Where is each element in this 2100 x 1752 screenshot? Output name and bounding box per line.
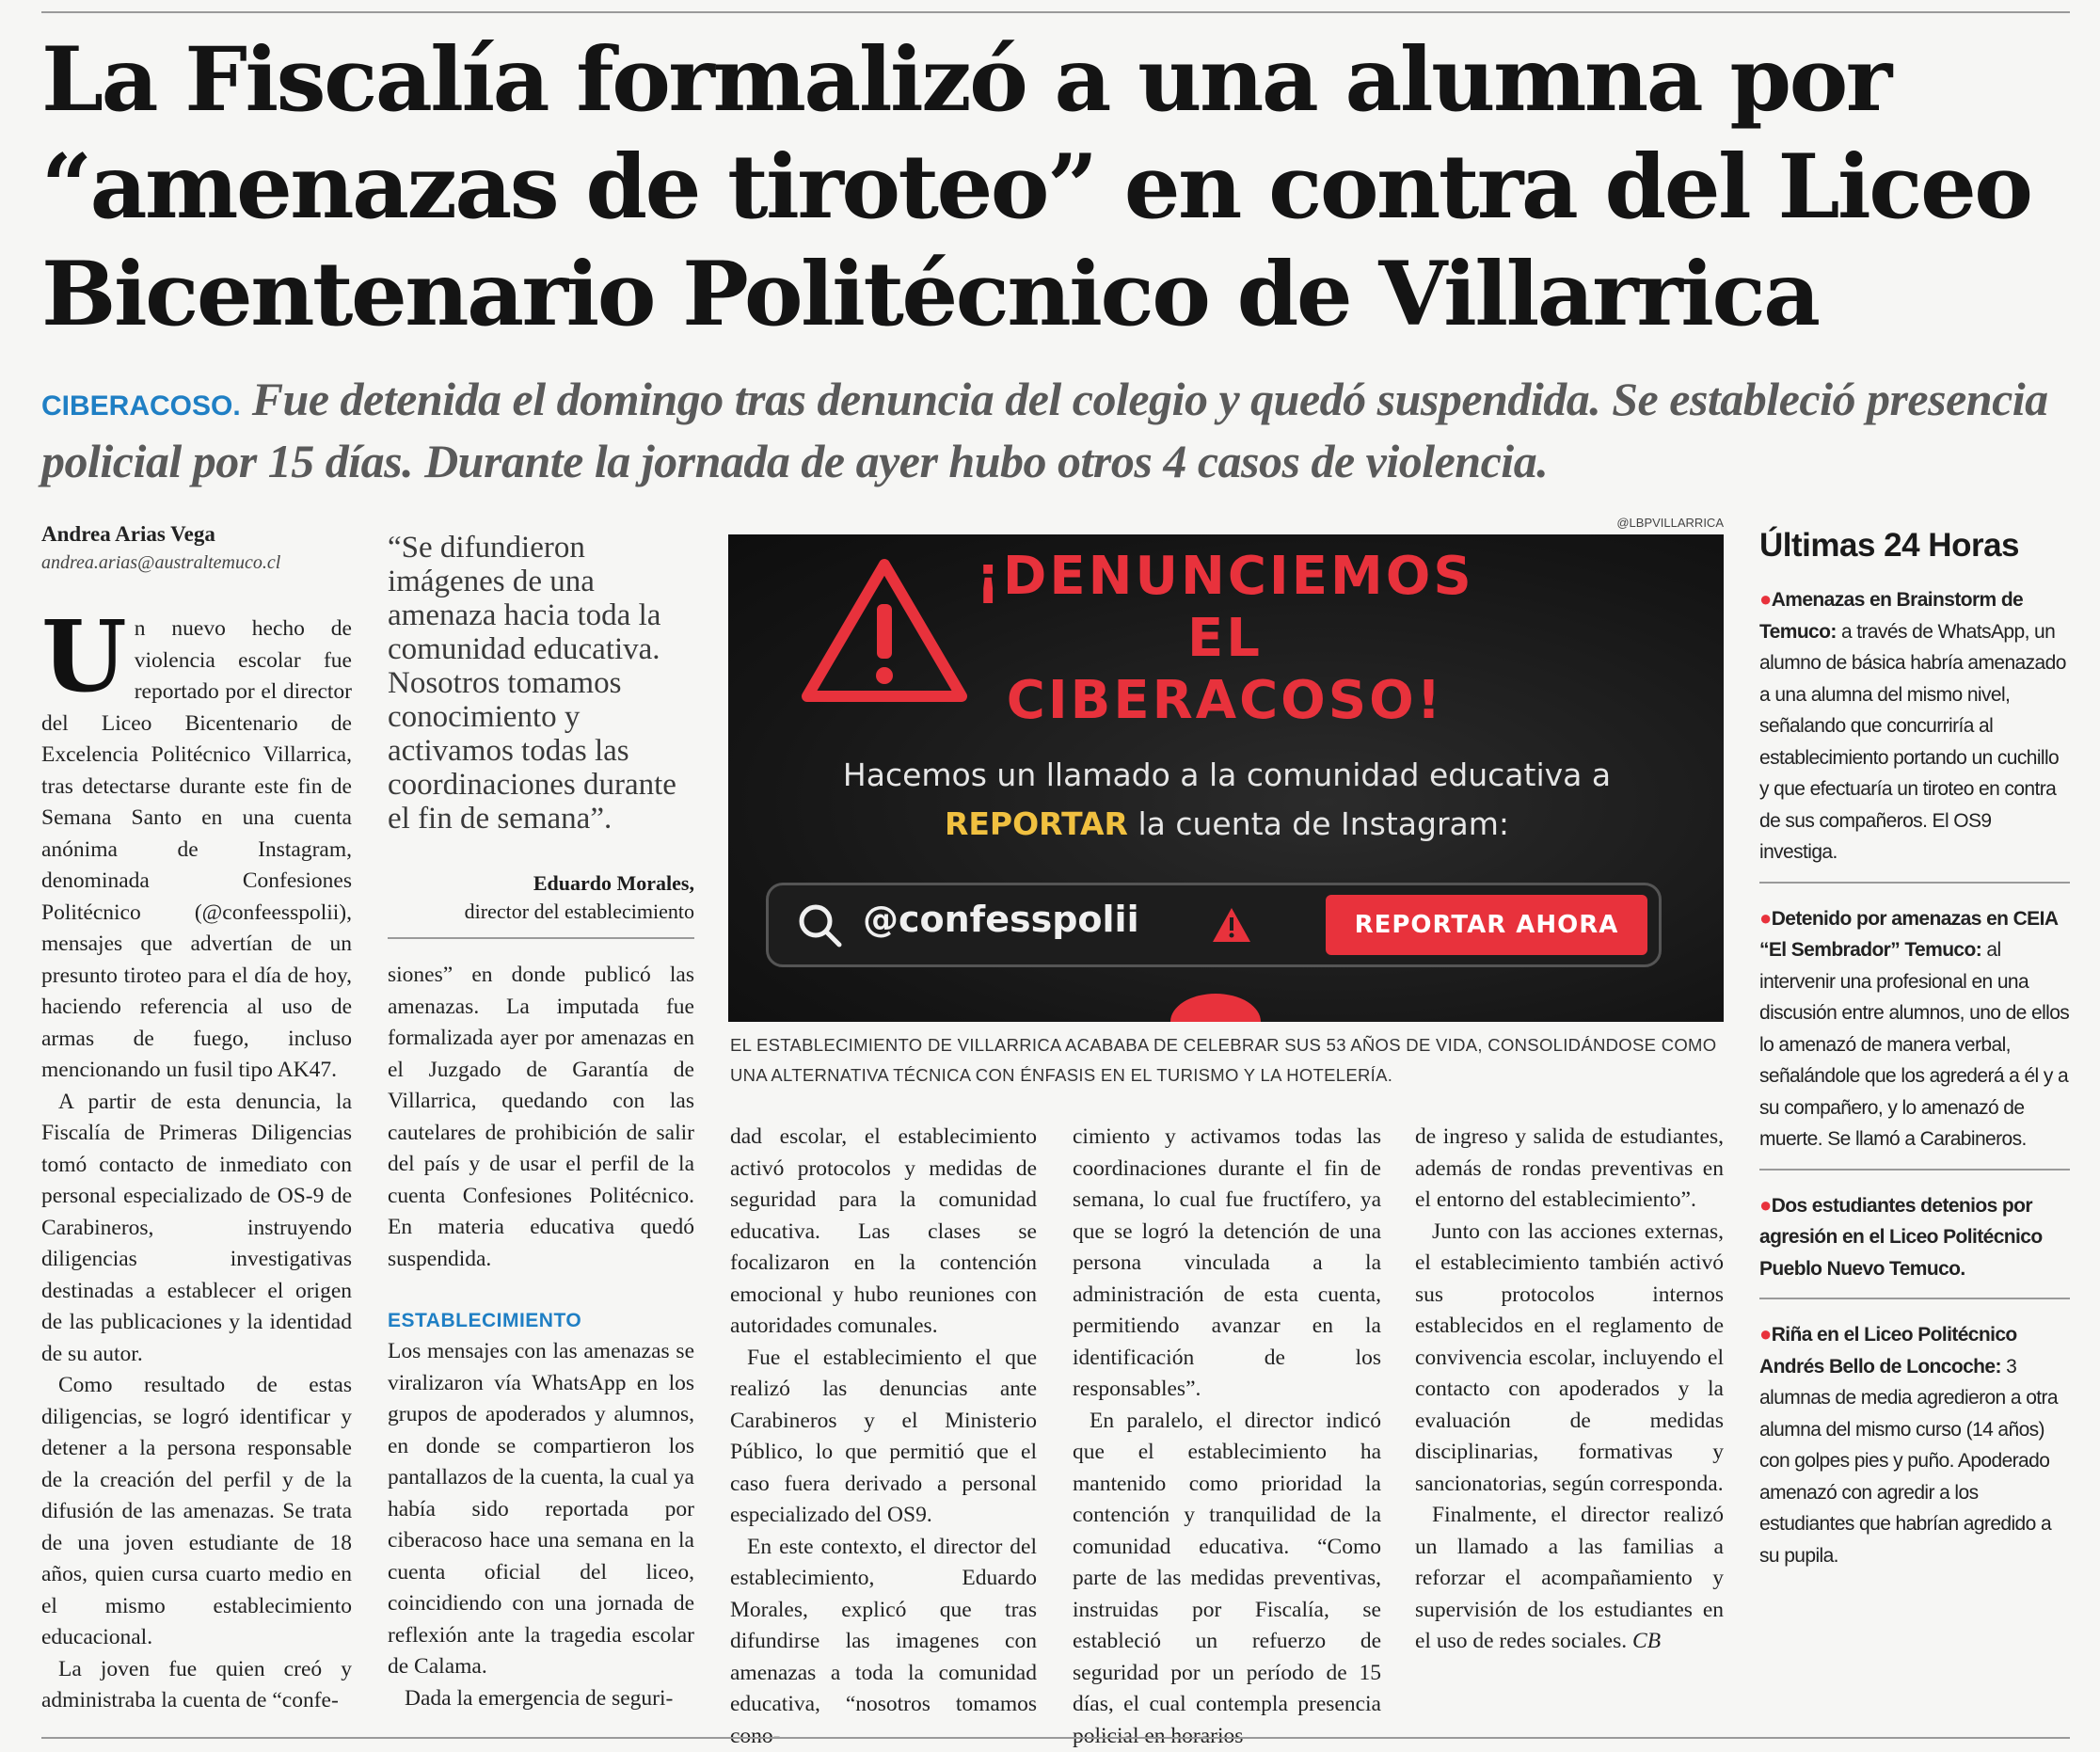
banner-body-line-2: REPORTAR la cuenta de Instagram: (756, 800, 1697, 849)
pull-quote-attribution (388, 869, 694, 926)
sidebar-item: ●Detenido por amenazas en CEIA “El Sembrador” Temuco: al intervenir una profesional en una discusión entre alumnos, uno de ellos lo amenazó de manera verbal, señalándole que los agrederá a él y a su compañero, y lo amenazó de muerte. Se llamó a Carabineros. (1759, 902, 2070, 1171)
paragraph: En este contexto, el director del establecimiento, Eduardo Morales, explicó que tras difundirse las imagenes con amenazas a toda la comunidad educativa, “nosotros tomamos cono- (730, 1532, 1037, 1752)
bullet-icon: ● (1759, 587, 1772, 611)
paragraph: Fue el establecimiento el que realizó las denuncias ante Carabineros y el Ministerio Público, lo que permitió que el caso fuera derivado a personal especializado del OS9. (730, 1343, 1037, 1532)
article-column-5 (1415, 1122, 1724, 1658)
paragraph: Junto con las acciones externas, el establecimiento también activó sus protocolos internos establecidos en el reglamento de convivencia escolar, incluyendo el contacto con apoderados y la evaluación de medidas disciplinarias, formativas y sancionatorias, según corresponda. (1415, 1217, 1724, 1501)
article-column-2 (388, 960, 694, 1275)
sidebar-item: ●Riña en el Liceo Politécnico Andrés Bello de Loncoche: 3 alumnas de media agredieron a otra alumna del mismo curso (14 años) con golpes pies y puño. Apoderado amenazó con agredir a los estudiantes que habrían agredido a su pupila. (1759, 1318, 2070, 1585)
banner-body (756, 751, 1697, 849)
paragraph: cimiento y activamos todas las coordinaciones durante el fin de semana, lo cual fue fructífero, ya que se logró la detención de una persona vinculada a la administración de esta cuenta, permitiendo avanzar en la identificación de los responsables”. (1073, 1122, 1381, 1406)
headline (41, 26, 2083, 348)
paragraph: La joven fue quien creó y administraba la cuenta de “confe- (41, 1654, 352, 1717)
banner-title (962, 546, 1488, 732)
banner-search-bar (766, 883, 1662, 967)
pull-quote-role: director del establecimiento (388, 898, 694, 926)
subheading-establecimiento: ESTABLECIMIENTO (388, 1310, 581, 1332)
article-column-3 (730, 1122, 1037, 1752)
paragraph: de ingreso y salida de estudiantes, además de rondas preventivas en el entorno del establecimiento”. (1415, 1122, 1724, 1217)
headline-line-1: La Fiscalía formalizó a una alumna por (41, 26, 2083, 134)
search-icon (795, 900, 844, 949)
article-column-2b (388, 1336, 694, 1714)
paragraph: Los mensajes con las amenazas se viralizaron vía WhatsApp en los grupos de apoderados y alumnos, en donde se compartieron los pantallazos de la cuenta, la cual ya había sido reportada por ciberacoso hace una semana en la cuenta oficial del liceo, coincidiendo con una jornada de reflexión ante la tragedia escolar de Calama. (388, 1336, 694, 1683)
pull-quote-name: Eduardo Morales, (388, 869, 694, 898)
paragraph: A partir de esta denuncia, la Fiscalía de Primeras Diligencias tomó contacto de inmediato con personal especializado de OS-9 de Carabineros, instruyendo diligencias investigativas destinadas a establecer el origen de las publicaciones y la identidad de su autor. (41, 1087, 352, 1371)
headline-line-3: Bicentenario Politécnico de Villarrica (41, 241, 2083, 348)
warning-small-icon (1211, 906, 1252, 944)
red-shape-decoration (1170, 994, 1261, 1022)
headline-line-2: “amenazas de tiroteo” en contra del Liceo (41, 134, 2083, 241)
author-email[interactable]: andrea.arias@australtemuco.cl (41, 552, 352, 574)
banner-title-line-2: CIBERACOSO! (962, 670, 1488, 732)
byline (41, 522, 352, 574)
banner-handle: @confesspolii (863, 899, 1139, 940)
banner-highlight: REPORTAR (945, 805, 1128, 842)
deck-text: Fue detenida el domingo tras denuncia del colegio y quedó suspendida. Se estableció presencia policial por 15 días. Durante la jornada de ayer hubo otros 4 casos de violencia. (41, 373, 2048, 487)
article-column-1 (41, 613, 352, 1717)
top-rule (41, 11, 2070, 13)
sidebar-item: ●Amenazas en Brainstorm de Temuco: a través de WhatsApp, un alumno de básica habría amenazado a una alumna del mismo nivel, señalando que concurriría al establecimiento portando un cuchillo y que efectuaría un tiroteo en contra de sus compañeros. El OS9 investiga. (1759, 583, 2070, 884)
paragraph: dad escolar, el establecimiento activó protocolos y medidas de seguridad para la comunidad educativa. Las clases se focalizaron en la contención emocional y hubo reuniones con autoridades comunales. (730, 1122, 1037, 1343)
bullet-icon: ● (1759, 906, 1772, 930)
paragraph: Dada la emergencia de seguri- (388, 1683, 694, 1715)
deck-kicker: CIBERACOSO. (41, 390, 241, 422)
bottom-rule (41, 1737, 2070, 1739)
warning-triangle-icon (800, 555, 969, 706)
sidebar-title: Últimas 24 Horas (1759, 527, 2070, 565)
signoff-mark: CB (1632, 1629, 1661, 1653)
banner-title-line-1: ¡DENUNCIEMOS EL (962, 546, 1488, 670)
photo-credit: @LBPVILLARRICA (1599, 516, 1724, 530)
bullet-icon: ● (1759, 1322, 1772, 1346)
sidebar-last-24-hours (1759, 527, 2070, 1603)
article-column-4 (1073, 1122, 1381, 1752)
report-now-button: REPORTAR AHORA (1326, 895, 1647, 955)
photo-caption: EL ESTABLECIMIENTO DE VILLARRICA ACABABA DE CELEBRAR SUS 53 AÑOS DE VIDA, CONSOLIDÁNDOSE COMO UNA ALTERNATIVA TÉCNICA CON ÉNFASIS EN EL TURISMO Y LA HOTELERÍA. (730, 1030, 1727, 1091)
paragraph: siones” en donde publicó las amenazas. La imputada fue formalizada ayer por amenazas en el Juzgado de Garantía de Villarrica, quedando con las cautelares de prohibición de salir del país y de usar el perfil de la cuenta Confesiones Politécnico. En materia educativa quedó suspendida. (388, 960, 694, 1275)
sidebar-item: ●Dos estudiantes detenios por agresión en el Liceo Politécnico Pueblo Nuevo Temuco. (1759, 1189, 2070, 1300)
paragraph: Un nuevo hecho de violencia escolar fue reportado por el director del Liceo Bicentenario de Excelencia Politécnico Villarrica, tras detectarse durante este fin de Semana Santo en una cuenta anónima de Instagram, denominada Confesiones Politécnico (@confeesspolii), mensajes que advertían de un presunto tiroteo para el día de hoy, haciendo referencia al uso de armas de fuego, incluso mencionando un fusil tipo AK47. (41, 613, 352, 1087)
paragraph: Finalmente, el director realizó un llamado a las familias a reforzar el acompañamiento y supervisión de los estudiantes en el uso de redes sociales. CB (1415, 1500, 1724, 1658)
bullet-icon: ● (1759, 1193, 1772, 1217)
author-name: Andrea Arias Vega (41, 522, 352, 547)
pull-quote: “Se difundieron imágenes de una amenaza hacia toda la comunidad educativa. Nosotros tomamos conocimiento y activamos todas las coordinaciones durante el fin de semana”. (388, 531, 698, 836)
quote-rule (388, 937, 694, 939)
banner-body-line-1: Hacemos un llamado a la comunidad educativa a (756, 751, 1697, 800)
deck (41, 372, 2083, 488)
article-photo (728, 534, 1724, 1022)
paragraph: Como resultado de estas diligencias, se logró identificar y detener a la persona responsable de la creación del perfil y de la difusión de las amenazas. Se trata de una joven estudiante de 18 años, quien cursa cuarto medio en el mismo establecimiento educacional. (41, 1370, 352, 1654)
dropcap: U (41, 617, 127, 696)
paragraph: En paralelo, el director indicó que el establecimiento ha mantenido como prioridad la contención y tranquilidad de la comunidad educativa. “Como parte de las medidas preventivas, instruidas por Fiscalía, se estableció un refuerzo de seguridad por un período de 15 días, el cual contempla presencia policial en horarios (1073, 1406, 1381, 1752)
